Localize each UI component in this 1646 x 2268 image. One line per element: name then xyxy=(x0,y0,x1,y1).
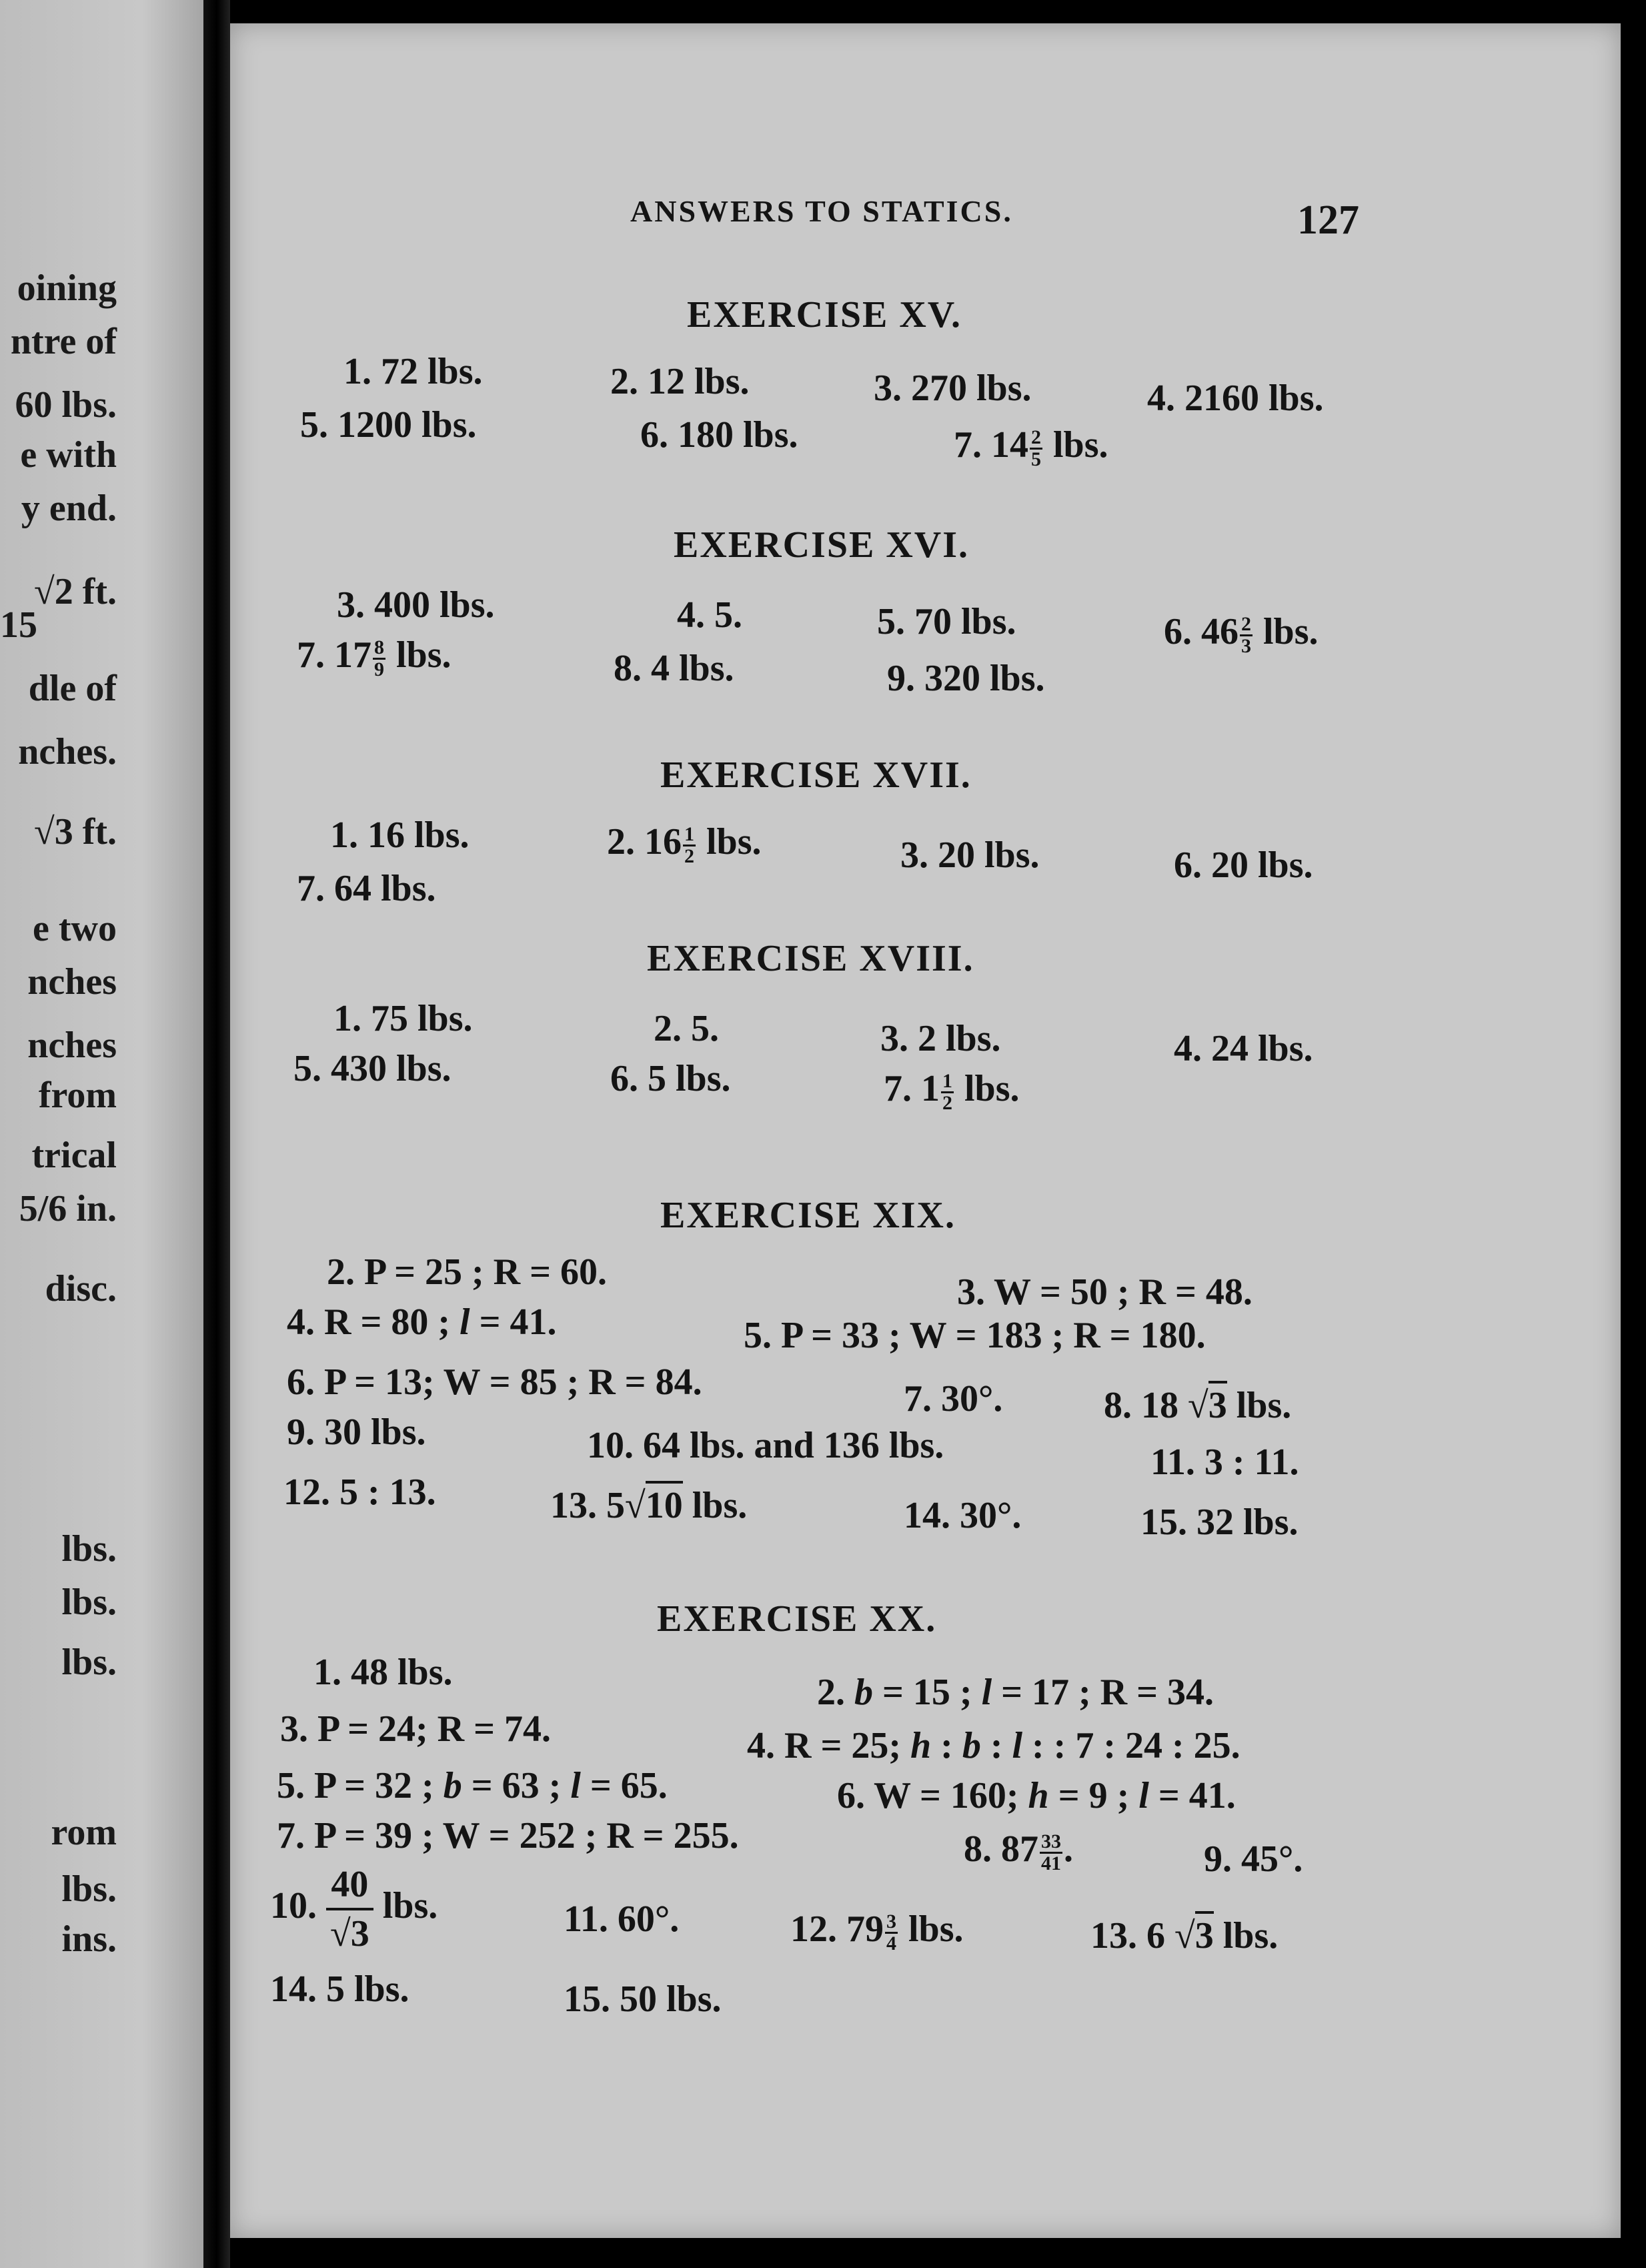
answer: 1. 16 lbs. xyxy=(330,814,470,856)
answer: 5. 430 lbs. xyxy=(293,1048,452,1089)
answer: 7. 30°. xyxy=(904,1378,1003,1420)
answer: 5. P = 32 ; b = 63 ; l = 65. xyxy=(277,1765,668,1806)
answer: 4. 2160 lbs. xyxy=(1147,378,1324,419)
answer: 7. 64 lbs. xyxy=(297,868,436,909)
answer: 10. 64 lbs. and 136 lbs. xyxy=(587,1425,944,1466)
answer: 11. 60°. xyxy=(564,1898,680,1940)
left-page-fragment: trical xyxy=(31,1135,117,1176)
answer: 7. 17 $\frac{8}{9}$ lbs. xyxy=(297,634,452,680)
exercise-heading: EXERCISE XVII. xyxy=(660,754,972,796)
answer: 6. 46 $\frac{2}{3}$ lbs. xyxy=(1164,611,1319,657)
answer: 11. 3 : 11. xyxy=(1150,1442,1299,1483)
left-page-fragment: nches xyxy=(27,1025,117,1066)
answer: 2. 5. xyxy=(654,1008,719,1049)
answer: 4. 5. xyxy=(677,594,742,636)
left-facing-page xyxy=(0,0,203,2268)
book-gutter xyxy=(203,0,230,2268)
left-page-fragment: 60 lbs. xyxy=(15,384,117,426)
left-page-fragment: √2 ft. xyxy=(33,571,117,612)
answer: 9. 45°. xyxy=(1204,1838,1303,1880)
answer: 2. 16 $\frac{1}{2}$ lbs. xyxy=(607,821,762,867)
answer: 2. P = 25 ; R = 60. xyxy=(327,1251,608,1293)
answer: 3. P = 24; R = 74. xyxy=(280,1708,552,1750)
book-page xyxy=(230,23,1621,2238)
running-head: ANSWERS TO STATICS. xyxy=(630,194,1013,228)
answer: 7. P = 39 ; W = 252 ; R = 255. xyxy=(277,1815,739,1856)
exercise-heading: EXERCISE XV. xyxy=(687,294,962,336)
answer: 2. b = 15 ; l = 17 ; R = 34. xyxy=(817,1672,1214,1713)
answer: 5. 70 lbs. xyxy=(877,601,1016,642)
answer: 8. 87 $\frac{33}{41}$ . xyxy=(964,1828,1073,1874)
left-page-fragment: √3 ft. xyxy=(33,811,117,853)
answer: 9. 30 lbs. xyxy=(287,1411,426,1453)
answer: 15. 32 lbs. xyxy=(1140,1502,1299,1543)
left-page-fragment: ntre of xyxy=(10,321,117,362)
answer: 4. 24 lbs. xyxy=(1174,1028,1313,1069)
answer: 3. 400 lbs. xyxy=(337,584,495,626)
answer: 5. 1200 lbs. xyxy=(300,404,477,446)
answer: 13. 6 √3 lbs. xyxy=(1090,1914,1278,1957)
answer: 8. 4 lbs. xyxy=(614,648,734,689)
answer: 4. R = 25; h : b : l : : 7 : 24 : 25. xyxy=(747,1725,1241,1766)
answer: 3. 270 lbs. xyxy=(874,368,1032,409)
left-page-fragment: disc. xyxy=(45,1268,117,1309)
exercise-heading: EXERCISE XIX. xyxy=(660,1195,956,1236)
left-page-fragment: rom xyxy=(51,1812,117,1853)
page-number: 127 xyxy=(1297,197,1359,243)
answer: 9. 320 lbs. xyxy=(887,658,1045,699)
left-page-fragment: nches xyxy=(27,961,117,1003)
answer: 3. 2 lbs. xyxy=(880,1018,1001,1059)
left-page-fragment: oining xyxy=(17,267,117,309)
left-page-fragment: lbs. xyxy=(61,1528,117,1570)
answer: 12. 79 $\frac{3}{4}$ lbs. xyxy=(790,1908,964,1954)
answer: 14. 5 lbs. xyxy=(270,1968,409,2010)
answer: 6. 20 lbs. xyxy=(1174,844,1313,886)
left-page-fragment: lbs. xyxy=(61,1582,117,1623)
answer: 2. 12 lbs. xyxy=(610,361,750,402)
answer: 6. P = 13; W = 85 ; R = 84. xyxy=(287,1361,702,1403)
left-page-fragment: lbs. xyxy=(61,1642,117,1683)
answer: 14. 30°. xyxy=(904,1495,1022,1536)
answer: 8. 18 √3 lbs. xyxy=(1104,1384,1291,1427)
left-page-fragment: from xyxy=(38,1075,117,1116)
answer: 13. 5√10 lbs. xyxy=(550,1484,747,1527)
answer: 1. 72 lbs. xyxy=(343,351,483,392)
answer: 1. 48 lbs. xyxy=(313,1652,453,1693)
answer: 4. R = 80 ; l = 41. xyxy=(287,1301,557,1343)
left-page-fragment: e two xyxy=(33,908,117,949)
exercise-heading: EXERCISE XVIII. xyxy=(647,938,974,979)
answer: 7. 1 $\frac{1}{2}$ lbs. xyxy=(884,1068,1020,1114)
answer: 12. 5 : 13. xyxy=(283,1472,436,1513)
answer: 3. 20 lbs. xyxy=(900,834,1040,876)
left-page-fragment: dle of xyxy=(28,668,117,709)
answer: 5. P = 33 ; W = 183 ; R = 180. xyxy=(744,1315,1206,1356)
left-page-fragment: nches. xyxy=(18,731,117,772)
answer: 15. 50 lbs. xyxy=(564,1978,722,2020)
left-page-fragment: ins. xyxy=(61,1918,117,1960)
answer: 1. 75 lbs. xyxy=(333,998,473,1039)
exercise-heading: EXERCISE XX. xyxy=(657,1598,937,1640)
answer: 10. $\frac{40}{√3}$ lbs. xyxy=(270,1861,438,1957)
answer: 6. W = 160; h = 9 ; l = 41. xyxy=(837,1775,1236,1816)
left-page-fragment: e with xyxy=(20,434,117,476)
left-page-fragment: lbs. xyxy=(61,1868,117,1910)
exercise-heading: EXERCISE XVI. xyxy=(674,524,969,566)
left-page-fragment: 5/6 in. xyxy=(19,1188,117,1229)
answer: 3. W = 50 ; R = 48. xyxy=(957,1271,1253,1313)
left-page-fragment: y end. xyxy=(21,488,117,529)
left-page-fragment: 15 xyxy=(0,604,37,646)
answer: 6. 180 lbs. xyxy=(640,414,798,456)
answer: 6. 5 lbs. xyxy=(610,1058,731,1099)
answer: 7. 14 $\frac{2}{5}$ lbs. xyxy=(954,424,1108,470)
